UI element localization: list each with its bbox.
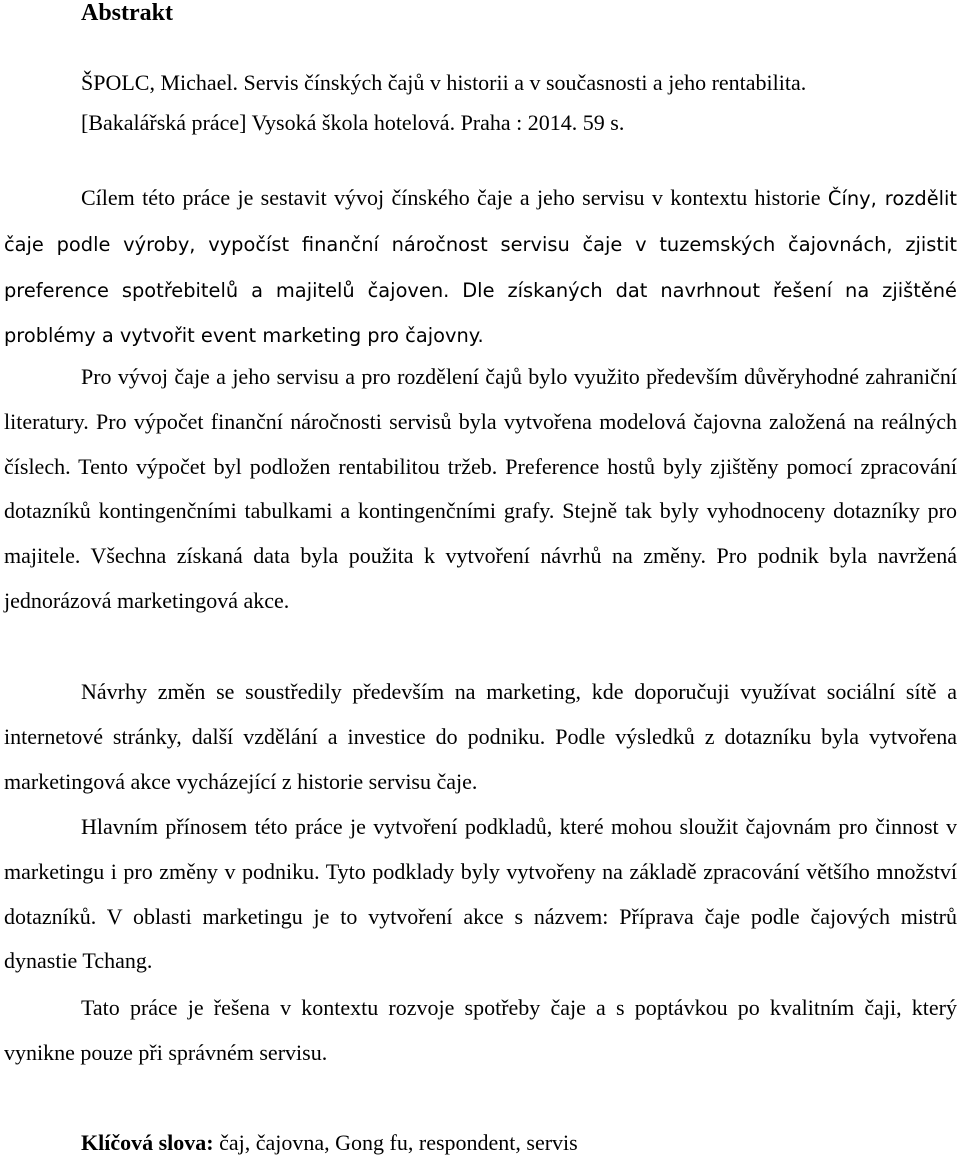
keywords-label: Klíčová slova: — [81, 1130, 214, 1155]
abstract-paragraph-contribution: Hlavním přínosem této práce je vytvoření podkladů, které mohou sloužit čajovnám pro činnost v marketingu i pro změny v podniku. Tyto podklady byly vytvořeny na základě zpracování většího množství dotazníků. V oblasti marketingu je to vytvoření akce s názvem: Příprava čaje podle čajových mistrů dynastie Tchang. — [4, 814, 957, 974]
abstract-paragraph-methods: Pro vývoj čaje a jeho servisu a pro rozdělení čajů bylo využito především důvěryhodné zahraniční literatury. Pro výpočet finanční náročnosti servisů byla vytvořena modelová čajovna založená na reálných číslech. Tento výpočet byl podložen rentabilitou tržeb. Preference hostů byly zjištěny pomocí zpracování dotazníků kontingenčními tabulkami a kontingenčními grafy. Stejně tak byly vyhodnoceny dotazníky pro majitele. Všechna získaná data byla použita k vytvoření návrhů na změny. Pro podnik byla navržená jednorázová marketingová akce. — [4, 364, 957, 613]
abstract-paragraph-goals: Cílem této práce je sestavit vývoj čínského čaje a jeho servisu v kontextu historie Číny, rozdělit čaje podle výroby, vypočíst finanční náročnost servisu čaje v tuzemských čajovnách, zjistit preference spotřebitelů a majitelů čajoven. Dle získaných dat navrhnout řešení na zjištěné problémy a vytvořit event marketing pro čajovny. — [4, 185, 958, 348]
citation-line-1: ŠPOLC, Michael. Servis čínských čajů v historii a v současnosti a jeho rentabilita. — [81, 70, 807, 95]
abstract-paragraph-context: Tato práce je řešena v kontextu rozvoje spotřeby čaje a s poptávkou po kvalitním čaji, který vynikne pouze při správném servisu. — [4, 995, 957, 1065]
citation-line-2: [Bakalářská práce] Vysoká škola hotelová. Praha : 2014. 59 s. — [81, 110, 625, 135]
abstract-paragraph-proposals: Návrhy změn se soustředily především na marketing, kde doporučuji využívat sociální sítě a internetové stránky, další vzdělání a investice do podniku. Podle výsledků z dotazníku byla vytvořena marketingová akce vycházející z historie servisu čaje. — [4, 679, 957, 794]
abstract-heading: Abstrakt — [81, 0, 174, 26]
keywords-value: čaj, čajovna, Gong fu, respondent, servis — [213, 1130, 578, 1155]
sans-run: Číny, rozdělit čaje podle výroby, vypočíst finanční náročnost servisu čaje v tuzemských čajovnách, zjistit preference spotřebitelů a majitelů čajoven. Dle získaných dat navrhnout řešení na zjištěné problémy a vytvořit event marketing pro čajovny. — [4, 187, 958, 348]
bibliographic-citation — [81, 63, 941, 143]
keywords-line — [81, 1123, 578, 1163]
